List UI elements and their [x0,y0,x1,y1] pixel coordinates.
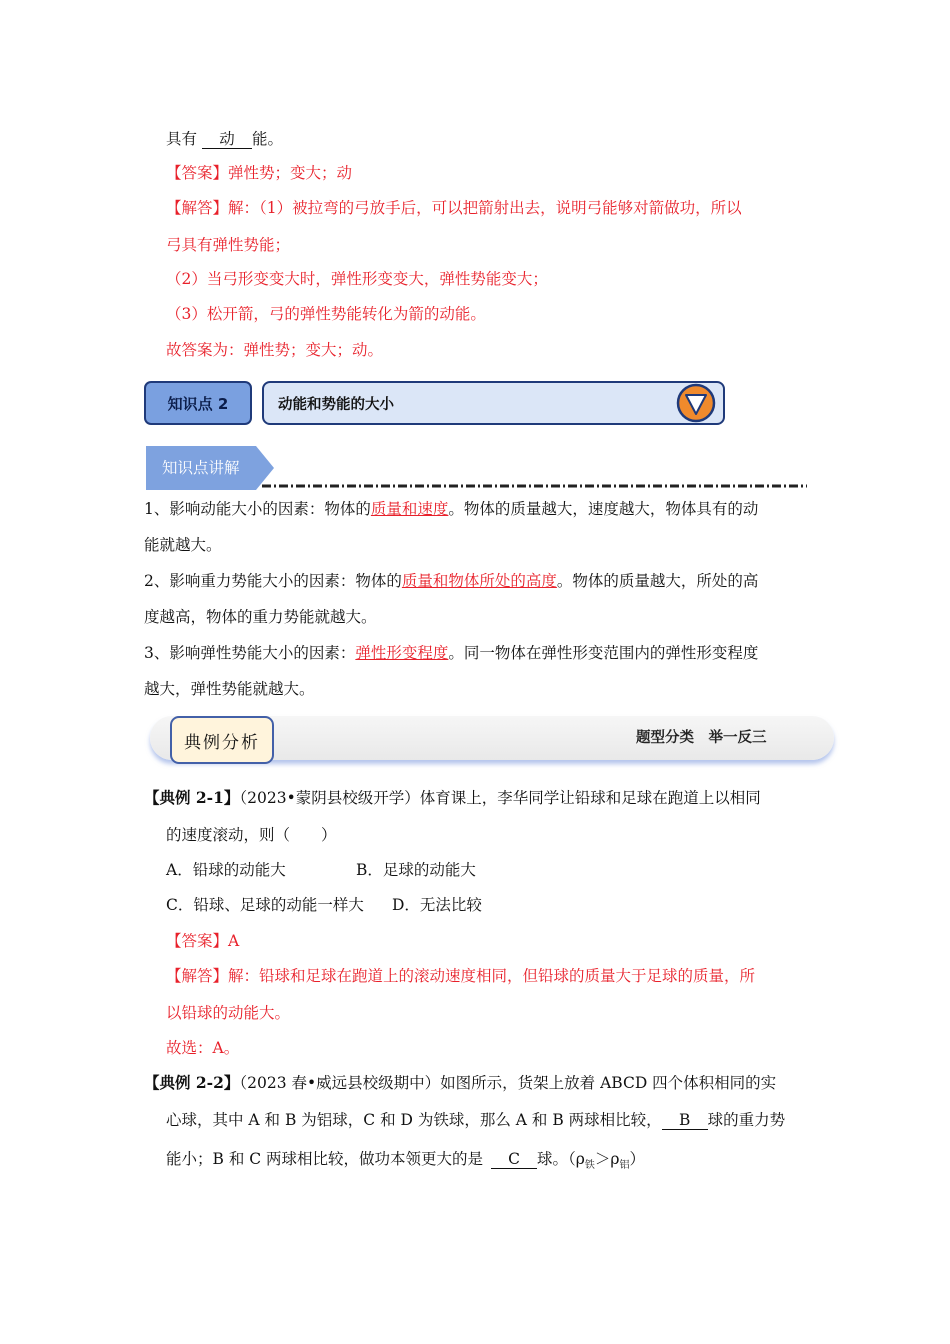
ex22-q-b-post: 球的重力势 [707,1111,786,1129]
explain-p2-line1 [144,571,758,591]
prev-line1 [166,129,283,149]
explain-p1-post: 。物体的质量越大，速度越大，物体具有的动 [448,500,759,518]
prev-line1-pre: 具有 [166,130,198,148]
ex22-q-c-pre: 能小；B 和 C 两球相比较，做功本领更大的是 [166,1150,484,1168]
explain-p2-pre: 2、影响重力势能大小的因素：物体的 [144,572,402,590]
prev-line1-post: 能。 [251,130,283,148]
ex21-jieda-line1: 【解答】解：铅球和足球在跑道上的滚动速度相同，但铅球的质量大于足球的质量，所 [166,967,756,985]
ex22-question-line3 [166,1149,645,1176]
knowledge-point-label: 知识点 2 [144,381,252,425]
explain-p1-pre: 1、影响动能大小的因素：物体的 [144,500,371,518]
knowledge-point-title [262,381,725,425]
prev-jieda-line3: （2）当弓形变变大时，弹性形变变大，弹性势能变大； [166,270,548,288]
ex22-sub-aluminum: 铝 [619,1160,630,1172]
ex22-tag: 【典例 2-2】 [144,1073,240,1092]
knowledge-point-title-text: 动能和势能的大小 [278,396,394,413]
dashed-divider [262,484,807,488]
ex21-q-a: （2023•蒙阴县校级开学）体育课上，李华同学让铅球和足球在跑道上以相同 [239,789,761,807]
down-triangle-icon [676,383,716,423]
ex21-option-a: A．铅球的动能大 [166,861,286,879]
ex21-option-c: C．铅球、足球的动能一样大 [166,896,364,914]
explain-p3-post: 。同一物体在弹性形变范围内的弹性形变程度 [448,644,759,662]
prev-answer: 【答案】弹性势；变大；动 [166,164,353,182]
ex21-answer: 【答案】A [166,932,240,950]
ex21-final: 故选：A。 [166,1039,240,1057]
example-label: 典例分析 [170,716,274,764]
explain-p1-line1 [144,499,758,519]
ex22-question-line2 [166,1110,785,1130]
section-tag-label: 知识点讲解 [162,459,240,477]
prev-jieda-line2: 弓具有弹性势能； [166,236,291,254]
answer-blank: 动 [202,130,252,149]
ex21-jieda-line2: 以铅球的动能大。 [166,1004,291,1022]
explain-p3-pre: 3、影响弹性势能大小的因素： [144,644,356,662]
ex22-blank-2: C [491,1150,537,1169]
ex21-tag: 【典例 2-1】 [144,788,240,807]
prev-jieda-line4: （3）松开箭，弓的弹性势能转化为箭的动能。 [166,305,486,323]
ex22-sub-iron: 铁 [584,1160,595,1172]
ex22-gt: ＞ρ [594,1150,620,1168]
explain-p2-line2: 度越高，物体的重力势能就越大。 [144,608,377,626]
ex21-question-line1 [144,788,761,808]
ex22-question-line1 [144,1073,776,1093]
ex22-q-b-pre: 心球，其中 A 和 B 为铝球，C 和 D 为铁球，那么 A 和 B 两球相比较， [166,1111,662,1129]
explain-p3-line2: 越大，弹性势能就越大。 [144,680,315,698]
explain-p1-highlight: 质量和速度 [370,500,449,518]
ex22-close: ） [629,1150,646,1168]
ex21-option-b: B．足球的动能大 [356,861,476,879]
explain-p3-highlight: 弹性形变程度 [355,644,449,662]
example-subtitle: 题型分类 举一反三 [636,730,767,746]
ex22-q-a: （2023 春•威远县校级期中）如图所示，货架上放着 ABCD 四个体积相同的实 [239,1074,777,1092]
prev-final: 故答案为：弹性势；变大；动。 [166,341,384,359]
explain-p2-highlight: 质量和物体所处的高度 [401,572,557,590]
ex21-option-d: D．无法比较 [392,896,482,914]
prev-jieda-line1: 【解答】解：（1）被拉弯的弓放手后，可以把箭射出去，说明弓能够对箭做功，所以 [166,199,742,217]
explain-p2-post: 。物体的质量越大，所处的高 [556,572,759,590]
ex22-q-c-post: 球。（ρ [537,1150,585,1168]
explain-p1-line2: 能就越大。 [144,536,222,554]
ex21-question-line2: 的速度滚动，则（ ） [166,826,337,844]
explain-p3-line1 [144,643,758,663]
ex22-blank-1: B [662,1111,708,1130]
